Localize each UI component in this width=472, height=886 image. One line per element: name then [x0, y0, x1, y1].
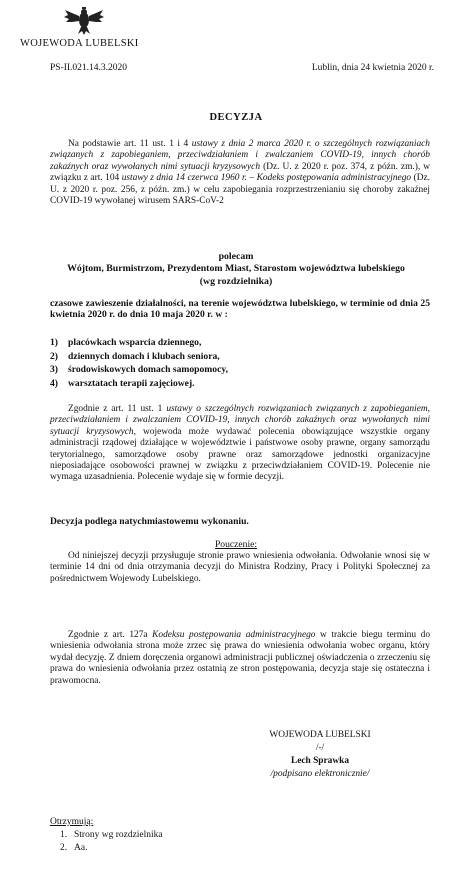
document-title: DECYZJA [209, 112, 263, 123]
list-item-text: placówkach wsparcia dziennego, [68, 337, 202, 348]
facility-list-item [50, 363, 228, 377]
order-verb: polecam [218, 251, 254, 262]
signature-mark: /-/ [315, 743, 325, 753]
list-item-text: środowiskowych domach samopomocy, [68, 364, 229, 375]
recipient-text: Aa. [74, 843, 88, 853]
list-number: 2) [50, 350, 58, 362]
intro-text-3: (Dz. U. z 2020 r. poz. 256, z późn. zm.) w celu zapobiegania rozprzestrzenianiu się choroby zakaźnej COVID-19 wywołanej wirusem SARS-CoV-2 [50, 173, 430, 207]
facility-list-item [50, 336, 228, 350]
suspension-statement: czasowe zawieszenie działalności, na terenie województwa lubelskiego, w terminie od dnia 25 kwietnia 2020 r. do dnia 10 maja 2020 r. w : [50, 298, 430, 321]
intro-act-title: ustawy z dnia 2 marca 2020 r. o szczególnych rozwiązaniach związanych z zapobieganiem, przeciwdziałaniem i zwalczaniem COVID-19, innych chorób zakaźnych oraz wywołanych nimi sytuacji kryzysowych [50, 139, 430, 172]
signature-block [250, 729, 390, 781]
signer-title: WOJEWODA LUBELSKI [269, 730, 371, 740]
signer-name: Lech Sprawka [290, 756, 350, 766]
list-item-text: warsztatach terapii zajęciowej. [68, 377, 195, 389]
waiver-paragraph [50, 630, 430, 687]
basis-text-1: Zgodnie z art. 11 ust. 1 [68, 404, 167, 414]
waiver-text-2: w trakcie biegu terminu do wniesienia odwołania strona może zrzec się prawa do wniesienia odwołania wobec organu, który wydał decyzję. Z dniem doręczenia organowi administracji publicznej oświadczenia o zrzeczeniu się prawa do wniesienia odwołania przez ostatnią ze stron postępowania, decyzja staje się ostateczna i prawomocna. [50, 630, 431, 686]
waiver-kpa-title: Kodeksu postępowania administracyjnego [152, 630, 316, 640]
authority-paragraph [50, 404, 430, 484]
addressees: Wójtom, Burmistrzom, Prezydentom Miast, Starostom województwa lubelskiego [67, 263, 405, 274]
intro-text-1: Na podstawie art. 11 ust. 1 i 4 [68, 139, 192, 149]
recipient-text: Strony wg rozdzielnika [74, 830, 163, 840]
facility-list-item [50, 350, 228, 364]
list-number: 4) [50, 377, 58, 389]
addressees-note: (wg rozdzielnika) [199, 276, 273, 287]
recipient-number: 1. [60, 830, 68, 840]
facility-list [50, 336, 228, 390]
office-name: WOJEWODA LUBELSKI [20, 38, 139, 49]
recipient-number: 2. [60, 843, 68, 853]
immediate-execution: Decyzja podlega natychmiastowemu wykonaniu. [50, 516, 249, 527]
intro-kpa-title: ustawy z dnia 14 czerwca 1960 r. – Kodeks postępowania administracyjnego [121, 173, 412, 184]
electronic-signature-note: /podpisano elektronicznie/ [270, 769, 370, 779]
basis-act-title: ustawy o szczególnych rozwiązaniach związanych z zapobieganiem, przeciwdziałaniem i zwalczaniem COVID-19, innych chorób zakaźnych oraz wywołanych nimi sytuacji kryzysowych [50, 404, 430, 437]
date-line: Lublin, dnia 24 kwietnia 2020 r. [311, 63, 434, 73]
recipient-item [60, 842, 163, 855]
facility-list-item [50, 377, 228, 391]
instruction-text: Od niniejszej decyzji przysługuje stronie prawo wniesienia odwołania. Odwołanie wnosi się w terminie 14 dni od dnia otrzymania decyzji do Ministra Rodziny, Pracy i Polityki Społecznej za pośrednictwem Wojewody Lubelskiego. [50, 551, 430, 584]
polish-eagle-emblem-icon [62, 6, 106, 36]
recipient-item [60, 829, 163, 842]
list-number: 3) [50, 364, 58, 375]
intro-text-2: (Dz. U. z 2020 r. poz. 374, z późn. zm.), w związku z art. 104 [50, 161, 430, 184]
case-reference: PS-II.021.14.3.2020 [50, 63, 128, 73]
legal-basis-paragraph [50, 139, 430, 207]
recipients-heading: Otrzymują: [50, 817, 94, 827]
list-number: 1) [50, 337, 58, 348]
basis-text-2: , wojewoda może wydawać polecenia obowiązujące wszystkie organy administracji rządowej działające w województwie i państwowe osoby prawne, organy samorządu terytorialnego, samorządowe osoby prawne oraz samorządowe jednostki organizacyjne nieposiadające osobowości prawnej w związku z przeciwdziałaniem COVID-19. Polecenie nie wymaga uzasadnienia. Polecenie wydaje się w formie decyzji. [50, 426, 430, 483]
list-item-text: dziennych domach i klubach seniora, [68, 350, 220, 362]
instruction-heading: Pouczenie: [214, 539, 258, 550]
recipients-block [50, 816, 163, 855]
waiver-text-1: Zgodnie z art. 127a [68, 630, 153, 640]
